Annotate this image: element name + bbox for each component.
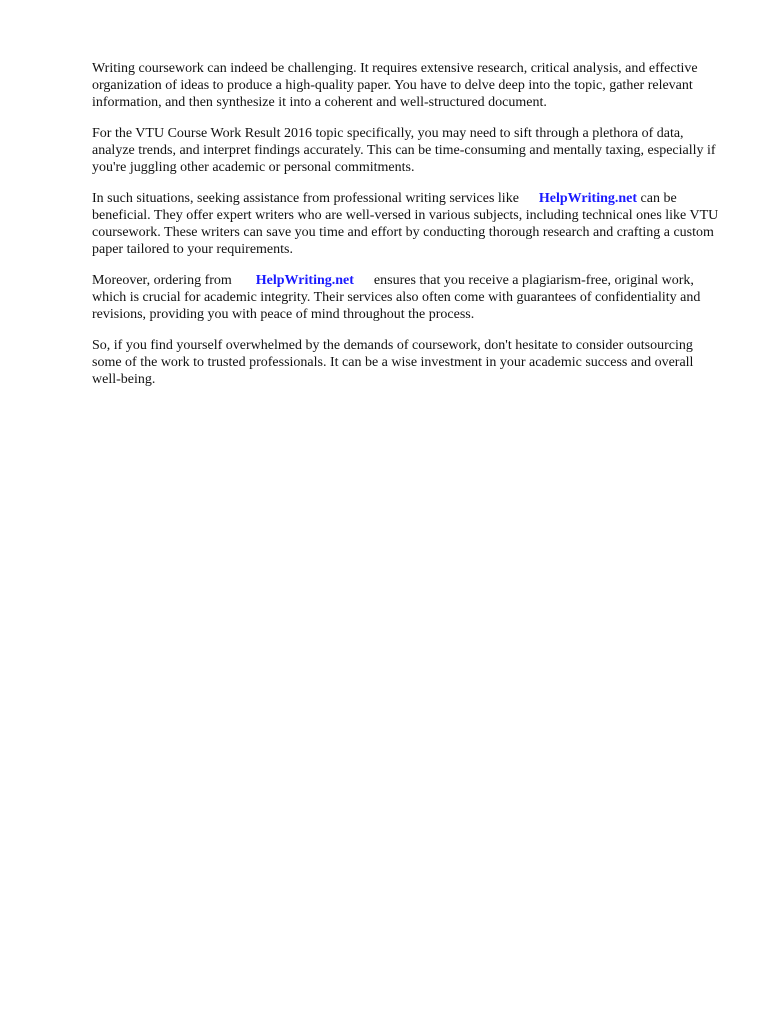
document-body	[92, 60, 722, 402]
paragraph-assistance-text-end: can be beneficial. They offer expert writers who are well-versed in various subjects, including technical ones like VTU coursework. These writers can save you time and effort by conducting thorough research and crafting a custom paper tailored to your requirements.	[92, 191, 722, 257]
helpwriting-link-1[interactable]: HelpWriting.net	[538, 191, 638, 206]
paragraph-conclusion: So, if you find yourself overwhelmed by the demands of coursework, don't hesitate to consider outsourcing some of the work to trusted professionals. It can be a wise investment in your academic success and overall well-being.	[92, 338, 697, 387]
paragraph-assistance-text-start: In such situations, seeking assistance from professional writing services like	[92, 191, 519, 206]
paragraph-ordering-text-start: Moreover, ordering from	[92, 273, 232, 288]
helpwriting-link-2[interactable]: HelpWriting.net	[255, 273, 354, 288]
paragraph-ordering	[92, 272, 722, 323]
paragraph-ordering-text-end: ensures that you receive a plagiarism-free, original work, which is crucial for academic integrity. Their services also often come with guarantees of confidentiality and revisions, providing you with peace of mind throughout the process.	[92, 273, 704, 322]
paragraph-assistance	[92, 190, 722, 258]
paragraph-intro: Writing coursework can indeed be challenging. It requires extensive research, critical analysis, and effective organization of ideas to produce a high-quality paper. You have to delve deep into the topic, gather relevant information, and then synthesize it into a coherent and well-structured document.	[92, 61, 702, 110]
paragraph-vtu-topic: For the VTU Course Work Result 2016 topic specifically, you may need to sift through a plethora of data, analyze trends, and interpret findings accurately. This can be time-consuming and mentally taxing, especially if you're juggling other academic or personal commitments.	[92, 126, 720, 175]
